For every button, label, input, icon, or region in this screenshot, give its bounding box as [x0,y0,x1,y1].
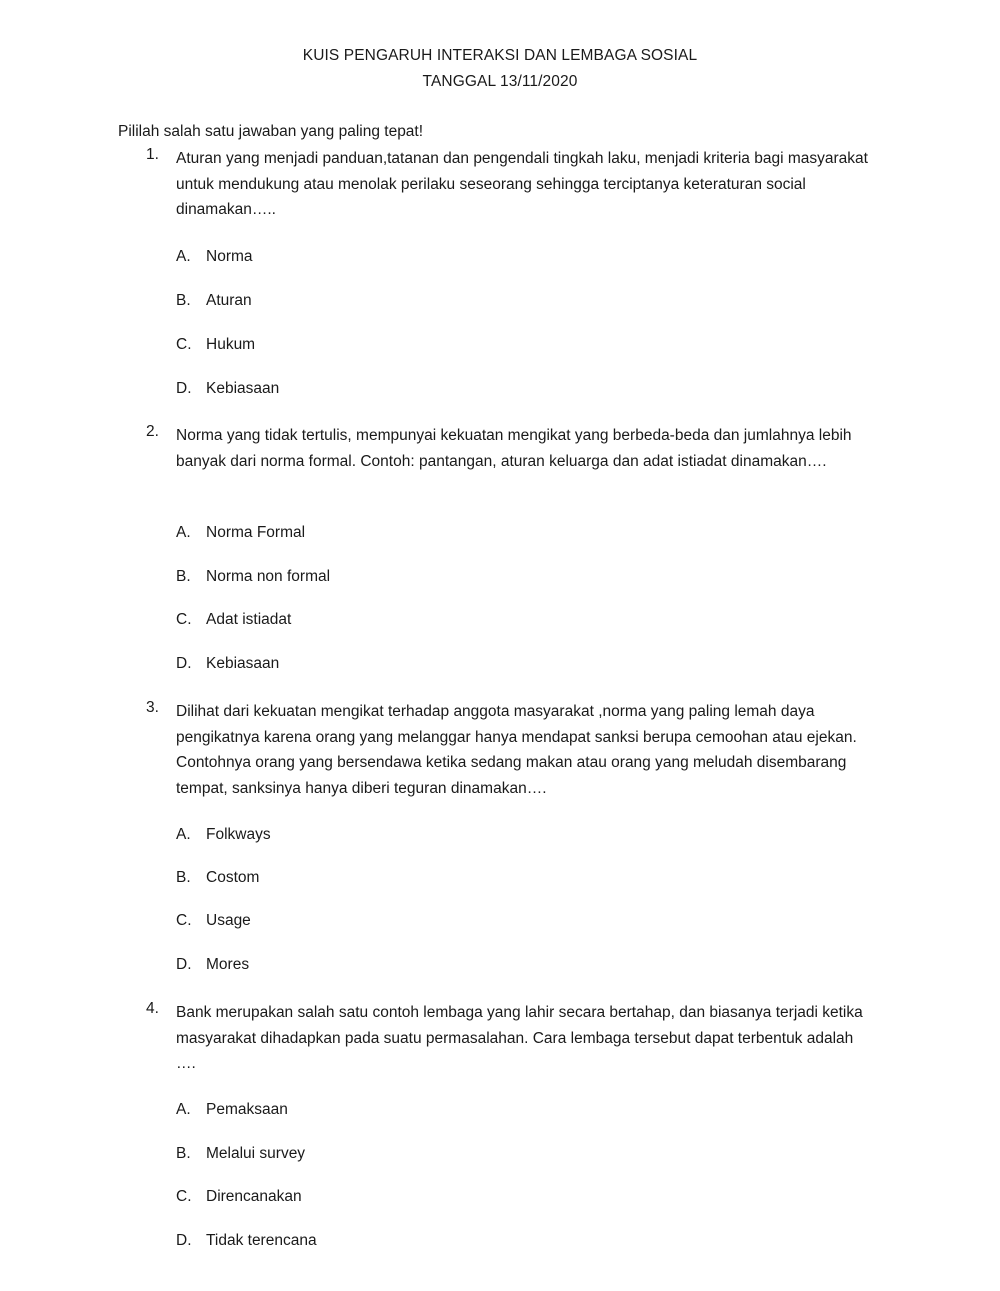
instruction-text: Pililah salah satu jawaban yang paling tepat! [118,123,424,140]
option-letter: A. [176,248,191,265]
option-text: Usage [206,912,251,929]
question-number: 2. [146,423,159,440]
option-text: Melalui survey [206,1145,306,1162]
option-text: Adat istiadat [206,611,292,628]
option-letter: D. [176,956,192,973]
option-text: Tidak terencana [206,1232,317,1249]
option-letter: C. [176,336,192,353]
option-text: Kebiasaan [206,655,280,672]
option-letter: D. [176,380,192,397]
option-text: Kebiasaan [206,380,280,397]
option-letter: C. [176,1188,192,1205]
option-text: Norma Formal [206,524,306,541]
option-text: Mores [206,956,250,973]
option-text: Aturan [206,292,252,309]
question-number: 4. [146,1000,159,1017]
option-text: Pemaksaan [206,1101,288,1118]
option-letter: D. [176,1232,192,1249]
option-letter: B. [176,1145,191,1162]
option-letter: C. [176,611,192,628]
option-letter: D. [176,655,192,672]
question-number: 1. [146,146,159,163]
option-text: Hukum [206,336,256,353]
option-letter: C. [176,912,192,929]
question-text: Aturan yang menjadi panduan,tatanan dan pengendali tingkah laku, menjadi kriteria bagi masyarakat untuk mendukung atau menolak perilaku seseorang sehingga terciptanya keteraturan social dinamakan….. [176,150,868,218]
question-text: Dilihat dari kekuatan mengikat terhadap anggota masyarakat ,norma yang paling lemah daya pengikatnya karena orang yang melanggar hanya mendapat sanksi berupa cemoohan atau ejekan. Contohnya orang yang bersendawa ketika sedang makan atau orang yang meludah disembarang tempat, sanksinya hanya diberi teguran dinamakan…. [176,703,857,797]
option-letter: B. [176,292,191,309]
quiz-date: TANGGAL 13/11/2020 [422,73,578,90]
option-text: Folkways [206,826,271,843]
question-number: 3. [146,699,159,716]
option-letter: B. [176,568,191,585]
option-letter: A. [176,524,191,541]
option-text: Norma [206,248,253,265]
quiz-title: KUIS PENGARUH INTERAKSI DAN LEMBAGA SOSIAL [302,47,698,64]
option-letter: A. [176,826,191,843]
option-text: Costom [206,869,260,886]
option-letter: A. [176,1101,191,1118]
question-text: Norma yang tidak tertulis, mempunyai kekuatan mengikat yang berbeda-beda dan jumlahnya lebih banyak dari norma formal. Contoh: pantangan, aturan keluarga dan adat istiadat dinamakan…. [176,427,852,470]
option-text: Direncanakan [206,1188,302,1205]
question-text: Bank merupakan salah satu contoh lembaga yang lahir secara bertahap, dan biasanya terjadi ketika masyarakat dihadapkan pada suatu permasalahan. Cara lembaga tersebut dapat terbentuk adalah …. [176,1004,863,1072]
option-letter: B. [176,869,191,886]
option-text: Norma non formal [206,568,331,585]
